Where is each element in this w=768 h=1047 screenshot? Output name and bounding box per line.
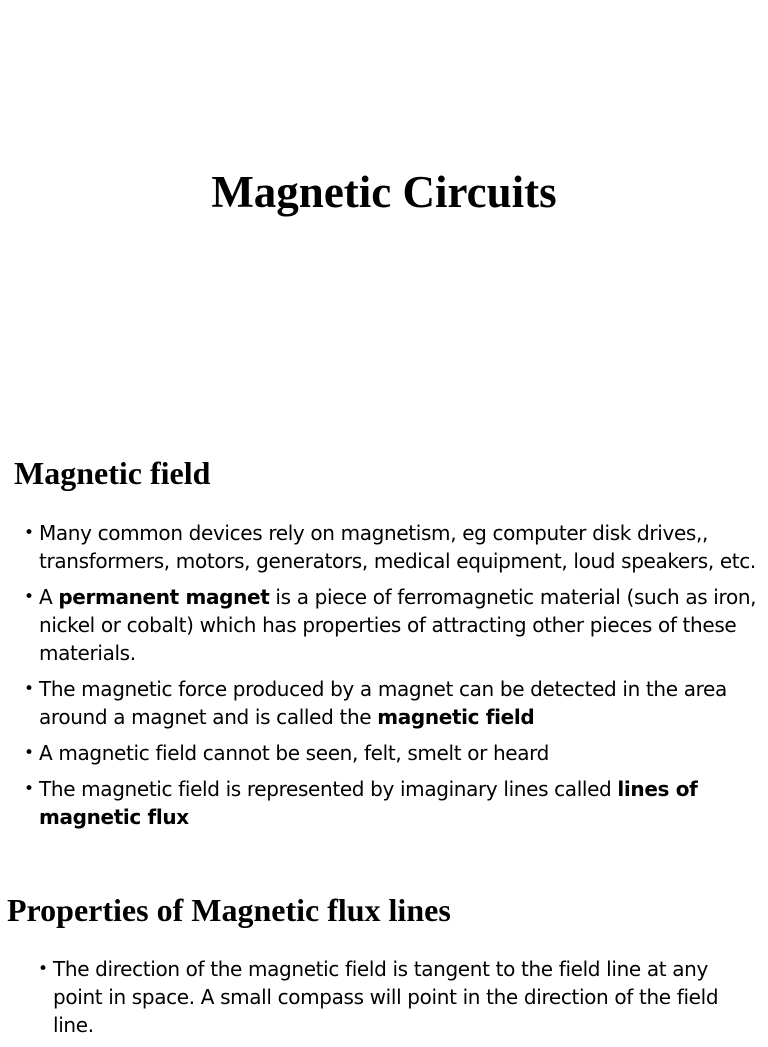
section-heading-flux-lines: Properties of Magnetic flux lines [7, 892, 451, 928]
bullet-item [24, 583, 760, 667]
bullet-bold-term: lines of magnetic flux [39, 777, 698, 829]
bullet-text: A magnetic field cannot be seen, felt, smelt or heard [39, 741, 550, 765]
bullet-text: The direction of the magnetic field is tangent to the field line at any point in space. A small compass will point in the direction of the field line. [53, 957, 719, 1037]
bullet-item [38, 955, 753, 1039]
bullet-item [24, 775, 760, 831]
bullet-bold-term: magnetic field [377, 705, 535, 729]
bullet-bold-term: permanent magnet [58, 585, 270, 609]
bullet-text: The magnetic force produced by a magnet can be detected in the area around a magnet and is called the [39, 677, 727, 729]
bullet-text: The magnetic field is represented by imaginary lines called [39, 777, 618, 801]
slide-title: Magnetic Circuits [211, 167, 557, 217]
flux-lines-bullet-list [38, 955, 753, 1047]
bullet-text: Many common devices rely on magnetism, eg computer disk drives,, transformers, motors, generators, medical equipment, loud speakers, etc. [39, 521, 756, 573]
section-heading-magnetic-field: Magnetic field [14, 455, 211, 491]
bullet-text: is a piece of ferromagnetic material (such as iron, nickel or cobalt) which has properties of attracting other pieces of these materials. [39, 585, 757, 665]
bullet-text: A [39, 585, 59, 609]
bullet-item [24, 519, 760, 575]
bullet-item [24, 675, 760, 731]
bullet-item [24, 739, 760, 767]
magnetic-field-bullet-list [24, 519, 760, 839]
